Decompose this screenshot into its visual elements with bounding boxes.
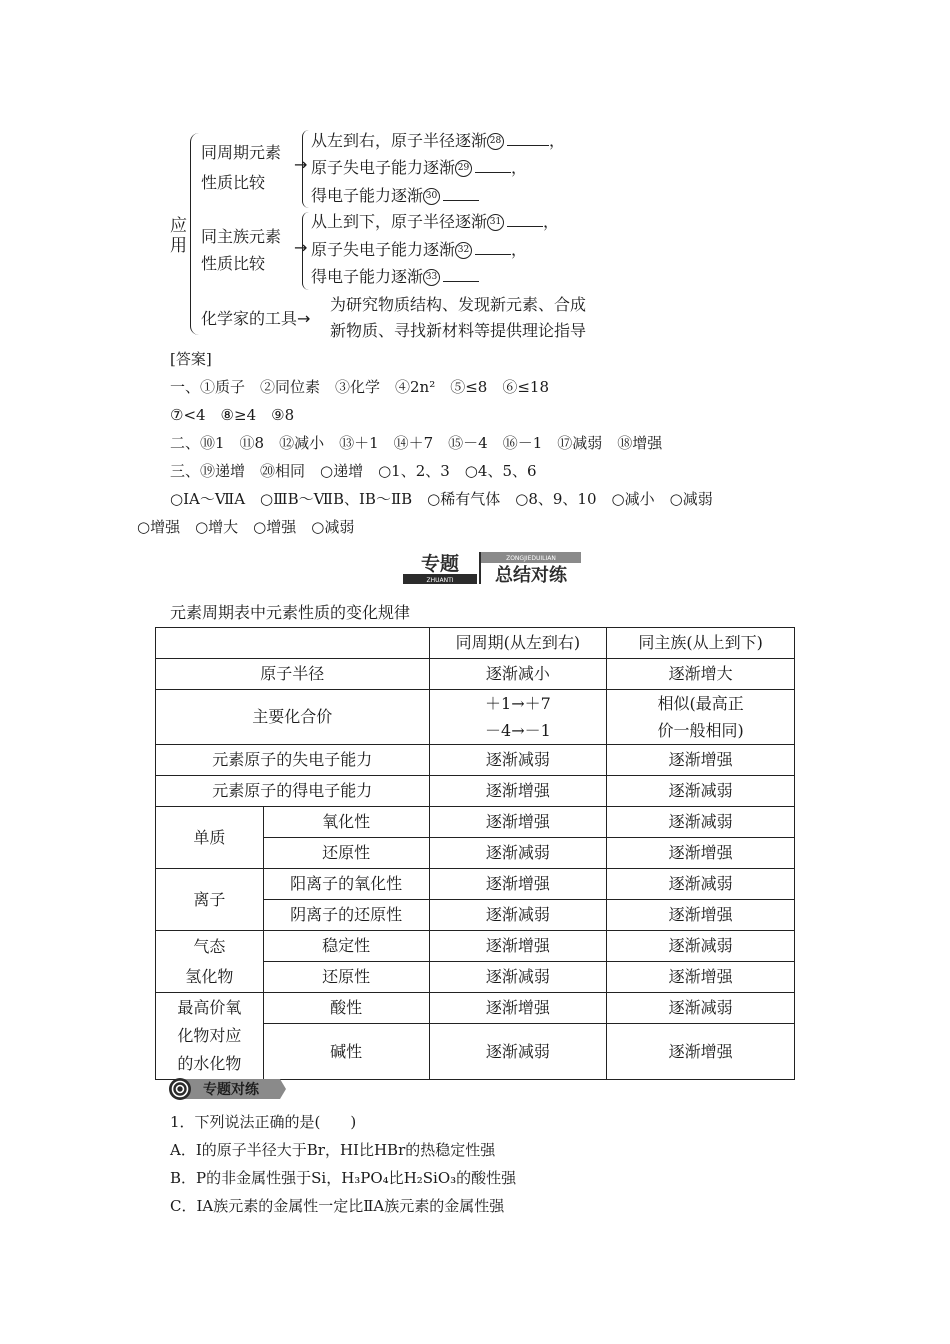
blank-number-28: 28 xyxy=(487,133,504,150)
banner-left-badge xyxy=(403,552,477,584)
sub-label: 还原性 xyxy=(263,962,429,993)
group3-label-text: 化学家的工具 xyxy=(201,309,298,328)
comma: ， xyxy=(549,131,566,150)
blank-number-30: 30 xyxy=(423,188,440,205)
table-row-cation xyxy=(156,869,795,900)
group2-line2-text: 原子失电子能力逐渐 xyxy=(311,240,456,259)
oxide-label-line3: 的水化物 xyxy=(177,1054,242,1073)
table-row-gain-electron xyxy=(156,776,795,807)
group1-line3-text: 得电子能力逐渐 xyxy=(311,186,424,205)
row-label: 原子半径 xyxy=(156,659,430,690)
question-1-option-c: C．ⅠA族元素的金属性一定比ⅡA族元素的金属性强 xyxy=(170,1197,505,1215)
table-row-oxide-acid xyxy=(156,993,795,1024)
group-cell: 逐渐增强 xyxy=(607,962,795,993)
row-label: 元素原子的得电子能力 xyxy=(156,776,430,807)
group2-arrow: → xyxy=(294,238,308,257)
period-cell xyxy=(429,690,607,745)
group-cell: 逐渐增强 xyxy=(607,900,795,931)
table-row-element-oxidizing xyxy=(156,807,795,838)
group-cell: 逐渐增强 xyxy=(607,838,795,869)
question-1-stem: 1．下列说法正确的是( ) xyxy=(170,1113,357,1131)
practice-tag-label: 专题对练 xyxy=(203,1082,259,1098)
properties-table xyxy=(155,627,795,1080)
valence-period-line1: ＋1→＋7 xyxy=(485,694,551,713)
apply-label: 应用 xyxy=(170,216,187,256)
group2-line2 xyxy=(311,237,527,260)
outer-brace xyxy=(190,133,199,335)
period-cell: 逐渐增强 xyxy=(429,993,607,1024)
period-cell: 逐渐增强 xyxy=(429,869,607,900)
group1-label-line2: 性质比较 xyxy=(201,173,266,192)
answers-line4: 三、⑲递增 ⑳相同 ○递增 ○1、2、3 ○4、5、6 xyxy=(170,462,537,480)
sub-label: 阴离子的还原性 xyxy=(263,900,429,931)
question-1-option-b: B．P的非金属性强于Si，H₃PO₄比H₂SiO₃的酸性强 xyxy=(170,1169,517,1187)
valence-group-line1: 相似(最高正 xyxy=(657,694,744,713)
period-cell: 逐渐减弱 xyxy=(429,838,607,869)
table-row-valence xyxy=(156,690,795,745)
sub-label: 碱性 xyxy=(263,1024,429,1080)
group1-line1-text: 从左到右，原子半径逐渐 xyxy=(311,131,488,150)
period-cell: 逐渐增强 xyxy=(429,931,607,962)
header-empty-cell xyxy=(156,628,430,659)
group-cell: 逐渐增大 xyxy=(607,659,795,690)
table-row-lose-electron xyxy=(156,745,795,776)
sub-label: 酸性 xyxy=(263,993,429,1024)
group-cell: 逐渐增强 xyxy=(607,745,795,776)
answer-blank xyxy=(443,280,479,282)
blank-number-29: 29 xyxy=(455,160,472,177)
sub-label: 还原性 xyxy=(263,838,429,869)
row-label: 元素原子的失电子能力 xyxy=(156,745,430,776)
oxide-label-line2: 化物对应 xyxy=(177,1026,242,1045)
group3-arrow: → xyxy=(297,309,311,328)
group-cell: 逐渐减弱 xyxy=(607,993,795,1024)
table-caption: 元素周期表中元素性质的变化规律 xyxy=(170,603,411,622)
group2-line1 xyxy=(311,209,559,232)
question-1-option-a: A．I的原子半径大于Br，HI比HBr的热稳定性强 xyxy=(170,1141,496,1159)
group2-label-line2: 性质比较 xyxy=(201,254,266,273)
group1-brace xyxy=(302,130,309,208)
group2-line3-text: 得电子能力逐渐 xyxy=(311,267,424,286)
blank-number-31: 31 xyxy=(487,214,504,231)
answer-blank xyxy=(475,253,511,255)
answer-blank xyxy=(507,144,549,146)
group-cell xyxy=(607,690,795,745)
practice-section-tag xyxy=(168,1077,286,1101)
header-period: 同周期(从左到右) xyxy=(429,628,607,659)
group1-line2-text: 原子失电子能力逐渐 xyxy=(311,158,456,177)
banner-left-pinyin: ZHUANTI xyxy=(426,577,454,584)
answers-line6: ○增强 ○增大 ○增强 ○减弱 xyxy=(137,518,355,536)
answers-line2: ⑦<4 ⑧≥4 ⑨8 xyxy=(170,406,295,424)
answers-line3: 二、⑩1 ⑪8 ⑫减小 ⑬＋1 ⑭＋7 ⑮－4 ⑯－1 ⑰减弱 ⑱增强 xyxy=(170,434,663,452)
period-cell: 逐渐减弱 xyxy=(429,745,607,776)
group3-line2: 新物质、寻找新材料等提供理论指导 xyxy=(330,321,587,340)
comma: ， xyxy=(511,240,528,259)
group-label-element: 单质 xyxy=(156,807,264,869)
blank-number-32: 32 xyxy=(455,242,472,259)
period-cell: 逐渐增强 xyxy=(429,807,607,838)
period-cell: 逐渐减弱 xyxy=(429,900,607,931)
row-label: 主要化合价 xyxy=(156,690,430,745)
banner-right-badge xyxy=(479,552,581,584)
group-label-hydride xyxy=(156,931,264,993)
group2-line1-text: 从上到下，原子半径逐渐 xyxy=(311,212,488,231)
group2-line3 xyxy=(311,264,479,287)
period-cell: 逐渐增强 xyxy=(429,776,607,807)
valence-group-line2: 价一般相同) xyxy=(657,721,744,740)
banner-right-pinyin: ZONGJIEDUILIAN xyxy=(506,555,556,562)
group-cell: 逐渐减弱 xyxy=(607,807,795,838)
group-cell: 逐渐减弱 xyxy=(607,776,795,807)
comma: ， xyxy=(543,212,560,231)
table-header-row xyxy=(156,628,795,659)
answers-line1: 一、①质子 ②同位素 ③化学 ④2n² ⑤≤8 ⑥≤18 xyxy=(170,378,549,396)
sub-label: 阳离子的氧化性 xyxy=(263,869,429,900)
banner-left-title: 专题 xyxy=(420,553,460,575)
answer-blank xyxy=(507,225,543,227)
banner-right-title: 总结对练 xyxy=(495,565,567,584)
hydride-label-line1: 气态 xyxy=(193,936,226,956)
sub-label: 稳定性 xyxy=(263,931,429,962)
group3-label xyxy=(201,306,310,329)
group-cell: 逐渐减弱 xyxy=(607,869,795,900)
comma: ， xyxy=(511,158,528,177)
sub-label: 氧化性 xyxy=(263,807,429,838)
group-label-ion: 离子 xyxy=(156,869,264,931)
answers-heading: [答案] xyxy=(170,350,212,368)
table-row-radius xyxy=(156,659,795,690)
group-label-oxide xyxy=(156,993,264,1080)
period-cell: 逐渐减弱 xyxy=(429,962,607,993)
group1-arrow: → xyxy=(294,155,308,174)
period-cell: 逐渐减小 xyxy=(429,659,607,690)
table-row-hydride-stability xyxy=(156,931,795,962)
group1-line3 xyxy=(311,183,479,206)
group1-line2 xyxy=(311,155,527,178)
oxide-label-line1: 最高价氧 xyxy=(177,998,242,1017)
answer-blank xyxy=(475,171,511,173)
blank-number-33: 33 xyxy=(423,269,440,286)
group2-label-line1: 同主族元素 xyxy=(201,227,282,246)
hydride-label-line2: 氢化物 xyxy=(185,966,234,986)
group2-brace xyxy=(302,212,309,290)
answer-blank xyxy=(443,199,479,201)
period-cell: 逐渐减弱 xyxy=(429,1024,607,1080)
group3-line1: 为研究物质结构、发现新元素、合成 xyxy=(330,295,587,314)
group1-line1 xyxy=(311,128,565,151)
answers-line5: ○ⅠA～ⅦA ○ⅢB～ⅦB、ⅠB～ⅡB ○稀有气体 ○8、9、10 ○减小 ○减弱 xyxy=(170,490,713,508)
group1-label-line1: 同周期元素 xyxy=(201,143,282,162)
header-group: 同主族(从上到下) xyxy=(607,628,795,659)
valence-period-line2: －4→－1 xyxy=(485,721,551,740)
group-cell: 逐渐减弱 xyxy=(607,931,795,962)
group-cell: 逐渐增强 xyxy=(607,1024,795,1080)
